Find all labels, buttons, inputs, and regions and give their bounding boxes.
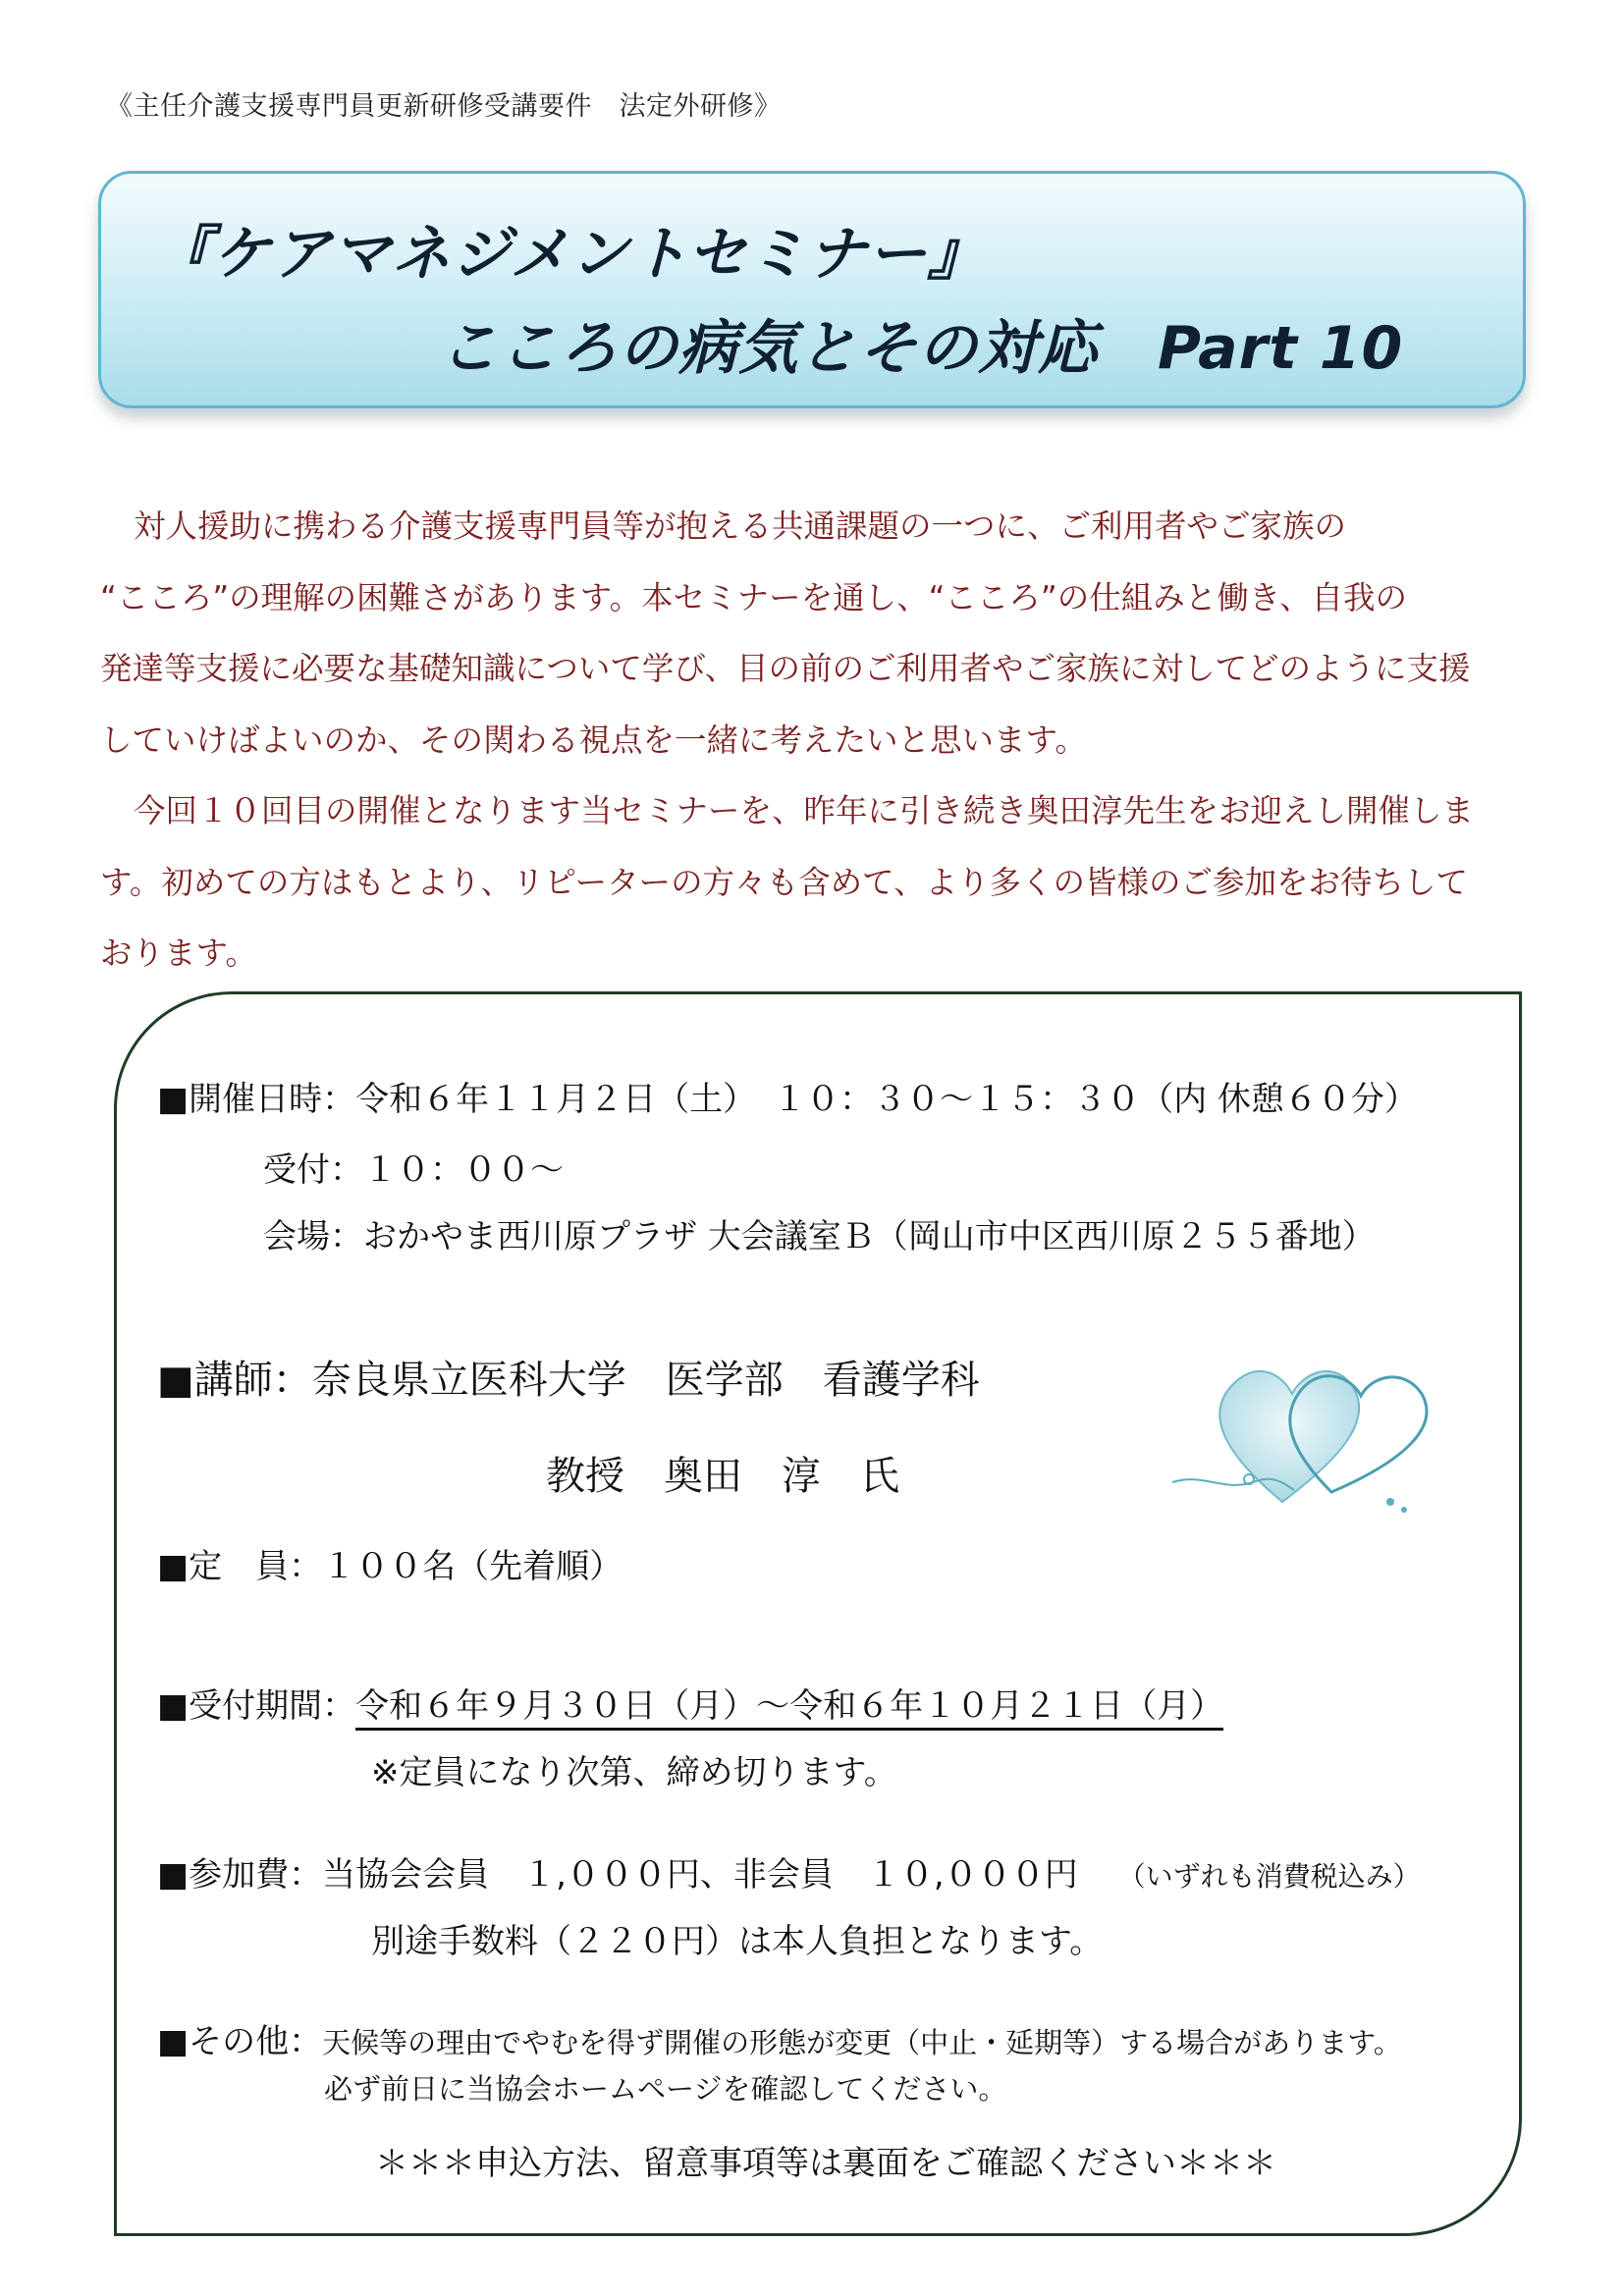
capacity: ■定 員：１００名（先着順） xyxy=(157,1547,623,1586)
period-note: ※定員になり次第、締め切ります。 xyxy=(371,1753,897,1792)
intro-line: 発達等支援に必要な基礎知識について学び、目の前のご利用者やご家族に対してどのように支援 xyxy=(100,650,1471,687)
footer-note: ＊＊＊申込方法、留意事項等は裏面をご確認ください＊＊＊ xyxy=(375,2144,1276,2183)
period-value: 令和６年９月３０日（月）～令和６年１０月２１日（月） xyxy=(355,1686,1223,1731)
lecturer: ■講師：奈良県立医科大学 医学部 看護学科 xyxy=(157,1358,980,1403)
fee-note: 別途手数料（２２０円）は本人負担となります。 xyxy=(371,1922,1104,1961)
seminar-title: 『ケアマネジメントセミナー』 xyxy=(152,220,988,289)
header-note: 《主任介護支援専門員更新研修受講要件 法定外研修》 xyxy=(106,91,782,122)
intro-line: す。初めての方はもとより、リピーターの方々も含めて、より多くの皆様のご参加をお待ちして xyxy=(100,863,1468,901)
intro-line: していけばよいのか、その関わる視点を一緒に考えたいと思います。 xyxy=(100,721,1087,759)
other-label: ■その他： xyxy=(157,2022,323,2061)
intro-line: おります。 xyxy=(100,934,257,972)
intro-line: 今回１０回目の開催となります当セミナーを、昨年に引き続き奥田淳先生をお迎えし開催しま xyxy=(134,792,1475,829)
heart-ornament-icon xyxy=(1164,1335,1449,1531)
venue: 会場：おかやま西川原プラザ 大会議室Ｂ（岡山市中区西川原２５５番地） xyxy=(263,1217,1376,1256)
intro-text xyxy=(100,491,1524,989)
intro-line: 対人援助に携わる介護支援専門員等が抱える共通課題の一つに、ご利用者やご家族の xyxy=(134,507,1347,545)
event-datetime: ■開催日時：令和６年１１月２日（土） １０：３０～１５：３０（内 休憩６０分） xyxy=(157,1080,1418,1119)
title-banner xyxy=(98,171,1526,408)
fee xyxy=(157,1847,1421,1896)
other-line2: 必ず前日に当協会ホームページを確認してください。 xyxy=(324,2072,1007,2106)
application-period xyxy=(157,1679,1223,1727)
fee-main: ■参加費：当協会会員 １,０００円、非会員 １０,０００円 xyxy=(157,1855,1078,1895)
intro-line: “こころ”の理解の困難さがあります。本セミナーを通し、“こころ”の仕組みと働き、自我の xyxy=(100,578,1407,616)
other-line1: 天候等の理由でやむを得ず開催の形態が変更（中止・延期等）する場合があります。 xyxy=(322,2026,1402,2059)
other-info xyxy=(157,2014,1402,2062)
period-label: ■受付期間： xyxy=(157,1686,356,1726)
fee-tax-note: （いずれも消費税込み） xyxy=(1117,1860,1421,1893)
lecturer-name: 教授 奥田 淳 氏 xyxy=(546,1454,899,1499)
reception-time: 受付：１０：００～ xyxy=(263,1150,564,1190)
seminar-subtitle: こころの病気とその対応 Part 10 xyxy=(439,314,1404,383)
